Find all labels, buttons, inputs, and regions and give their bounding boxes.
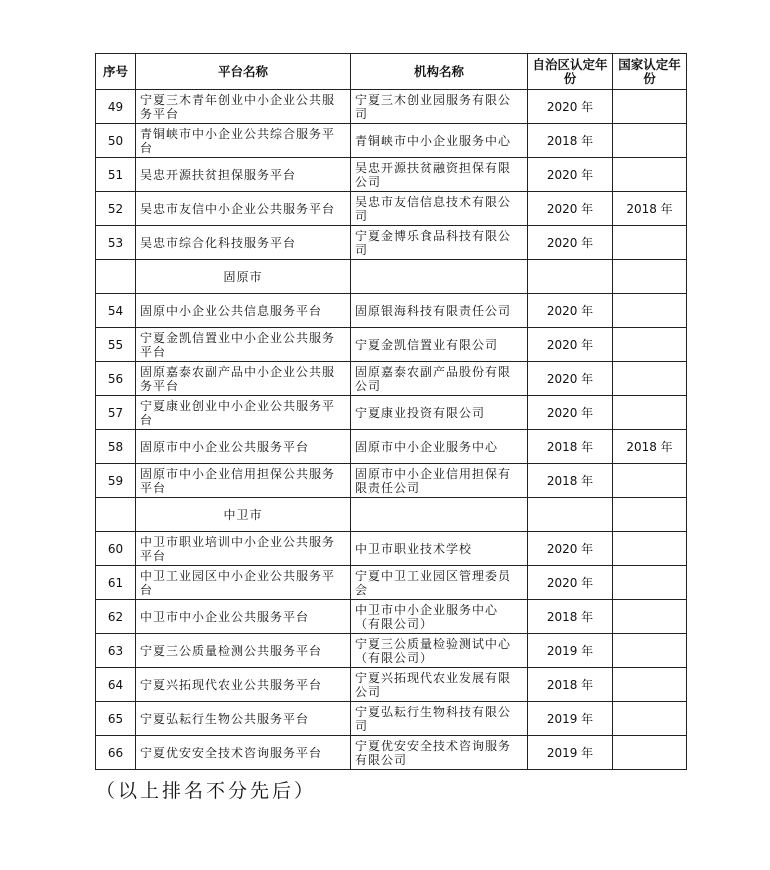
cell-org: 固原嘉泰农副产品股份有限公司 (351, 362, 528, 396)
cell-platform: 宁夏金凯信置业中小企业公共服务平台 (136, 328, 351, 362)
header-org: 机构名称 (351, 54, 528, 90)
cell-num: 62 (96, 600, 136, 634)
cell-org: 青铜峡市中小企业服务中心 (351, 124, 528, 158)
header-platform: 平台名称 (136, 54, 351, 90)
cell-national-year (613, 532, 687, 566)
cell-org: 固原市中小企业服务中心 (351, 430, 528, 464)
table-row (96, 90, 687, 124)
header-region-year: 自治区认定年份 (528, 54, 613, 90)
empty-cell (96, 498, 136, 532)
cell-num: 64 (96, 668, 136, 702)
cell-num: 50 (96, 124, 136, 158)
table-row (96, 566, 687, 600)
table-row (96, 226, 687, 260)
cell-platform: 中卫市中小企业公共服务平台 (136, 600, 351, 634)
cell-org: 宁夏优安安全技术咨询服务有限公司 (351, 736, 528, 770)
cell-num: 61 (96, 566, 136, 600)
cell-national-year (613, 736, 687, 770)
cell-platform: 吴忠开源扶贫担保服务平台 (136, 158, 351, 192)
cell-org: 宁夏三木创业园服务有限公司 (351, 90, 528, 124)
table-row (96, 702, 687, 736)
section-row (96, 260, 687, 294)
table-row (96, 430, 687, 464)
cell-national-year (613, 158, 687, 192)
cell-national-year (613, 226, 687, 260)
cell-org: 宁夏兴拓现代农业发展有限公司 (351, 668, 528, 702)
cell-national-year: 2018 年 (613, 192, 687, 226)
cell-national-year (613, 566, 687, 600)
cell-num: 56 (96, 362, 136, 396)
cell-platform: 固原市中小企业公共服务平台 (136, 430, 351, 464)
cell-platform: 宁夏优安安全技术咨询服务平台 (136, 736, 351, 770)
cell-national-year (613, 634, 687, 668)
cell-org: 宁夏金凯信置业有限公司 (351, 328, 528, 362)
cell-num: 52 (96, 192, 136, 226)
cell-num: 57 (96, 396, 136, 430)
cell-num: 54 (96, 294, 136, 328)
cell-platform: 宁夏三公质量检测公共服务平台 (136, 634, 351, 668)
cell-org: 吴忠市友信信息技术有限公司 (351, 192, 528, 226)
cell-national-year (613, 362, 687, 396)
cell-num: 51 (96, 158, 136, 192)
cell-region-year: 2020 年 (528, 226, 613, 260)
table-body (96, 90, 687, 770)
cell-platform: 吴忠市综合化科技服务平台 (136, 226, 351, 260)
cell-platform: 固原市中小企业信用担保公共服务平台 (136, 464, 351, 498)
cell-num: 63 (96, 634, 136, 668)
table-row (96, 532, 687, 566)
cell-org: 宁夏中卫工业园区管理委员会 (351, 566, 528, 600)
table-row (96, 158, 687, 192)
cell-org: 固原银海科技有限责任公司 (351, 294, 528, 328)
cell-region-year: 2018 年 (528, 464, 613, 498)
cell-national-year (613, 294, 687, 328)
cell-region-year: 2020 年 (528, 294, 613, 328)
table-header-row (96, 54, 687, 90)
empty-cell (613, 498, 687, 532)
cell-region-year: 2020 年 (528, 90, 613, 124)
cell-region-year: 2018 年 (528, 430, 613, 464)
cell-num: 65 (96, 702, 136, 736)
cell-platform: 固原嘉泰农副产品中小企业公共服务平台 (136, 362, 351, 396)
cell-platform: 宁夏兴拓现代农业公共服务平台 (136, 668, 351, 702)
header-national-year: 国家认定年份 (613, 54, 687, 90)
cell-platform: 中卫工业园区中小企业公共服务平台 (136, 566, 351, 600)
cell-org: 中卫市职业技术学校 (351, 532, 528, 566)
cell-org: 宁夏金博乐食品科技有限公司 (351, 226, 528, 260)
cell-num: 66 (96, 736, 136, 770)
cell-num: 49 (96, 90, 136, 124)
cell-org: 中卫市中小企业服务中心（有限公司） (351, 600, 528, 634)
cell-num: 53 (96, 226, 136, 260)
header-num: 序号 (96, 54, 136, 90)
cell-platform: 中卫市职业培训中小企业公共服务平台 (136, 532, 351, 566)
cell-platform: 宁夏康业创业中小企业公共服务平台 (136, 396, 351, 430)
table-row (96, 362, 687, 396)
cell-region-year: 2018 年 (528, 600, 613, 634)
empty-cell (613, 260, 687, 294)
cell-platform: 青铜峡市中小企业公共综合服务平台 (136, 124, 351, 158)
table-row (96, 736, 687, 770)
cell-platform: 固原中小企业公共信息服务平台 (136, 294, 351, 328)
cell-num: 59 (96, 464, 136, 498)
table-row (96, 328, 687, 362)
cell-region-year: 2019 年 (528, 702, 613, 736)
cell-national-year (613, 668, 687, 702)
cell-region-year: 2019 年 (528, 634, 613, 668)
cell-national-year (613, 396, 687, 430)
table-row (96, 600, 687, 634)
cell-org: 宁夏三公质量检验测试中心（有限公司） (351, 634, 528, 668)
table-row (96, 396, 687, 430)
cell-org: 宁夏康业投资有限公司 (351, 396, 528, 430)
cell-platform: 吴忠市友信中小企业公共服务平台 (136, 192, 351, 226)
cell-region-year: 2018 年 (528, 124, 613, 158)
cell-national-year: 2018 年 (613, 430, 687, 464)
cell-region-year: 2019 年 (528, 736, 613, 770)
empty-cell (351, 498, 528, 532)
cell-national-year (613, 124, 687, 158)
empty-cell (528, 498, 613, 532)
empty-cell (528, 260, 613, 294)
cell-org: 固原市中小企业信用担保有限责任公司 (351, 464, 528, 498)
empty-cell (96, 260, 136, 294)
table-row (96, 124, 687, 158)
footer-note: （以上排名不分先后） (96, 780, 317, 802)
cell-region-year: 2020 年 (528, 396, 613, 430)
empty-cell (351, 260, 528, 294)
platform-table (95, 53, 687, 770)
cell-region-year: 2018 年 (528, 668, 613, 702)
cell-num: 55 (96, 328, 136, 362)
table-row (96, 464, 687, 498)
cell-org: 吴忠开源扶贫融资担保有限公司 (351, 158, 528, 192)
cell-region-year: 2020 年 (528, 532, 613, 566)
section-title: 固原市 (136, 260, 351, 294)
cell-national-year (613, 600, 687, 634)
cell-org: 宁夏弘耘行生物科技有限公司 (351, 702, 528, 736)
cell-num: 58 (96, 430, 136, 464)
cell-region-year: 2020 年 (528, 192, 613, 226)
table-row (96, 192, 687, 226)
cell-num: 60 (96, 532, 136, 566)
table-row (96, 294, 687, 328)
cell-platform: 宁夏三木青年创业中小企业公共服务平台 (136, 90, 351, 124)
table-row (96, 634, 687, 668)
cell-region-year: 2020 年 (528, 566, 613, 600)
cell-region-year: 2020 年 (528, 158, 613, 192)
cell-region-year: 2020 年 (528, 362, 613, 396)
cell-national-year (613, 702, 687, 736)
section-title: 中卫市 (136, 498, 351, 532)
cell-national-year (613, 90, 687, 124)
cell-national-year (613, 464, 687, 498)
section-row (96, 498, 687, 532)
cell-platform: 宁夏弘耘行生物公共服务平台 (136, 702, 351, 736)
cell-national-year (613, 328, 687, 362)
cell-region-year: 2020 年 (528, 328, 613, 362)
table-row (96, 668, 687, 702)
